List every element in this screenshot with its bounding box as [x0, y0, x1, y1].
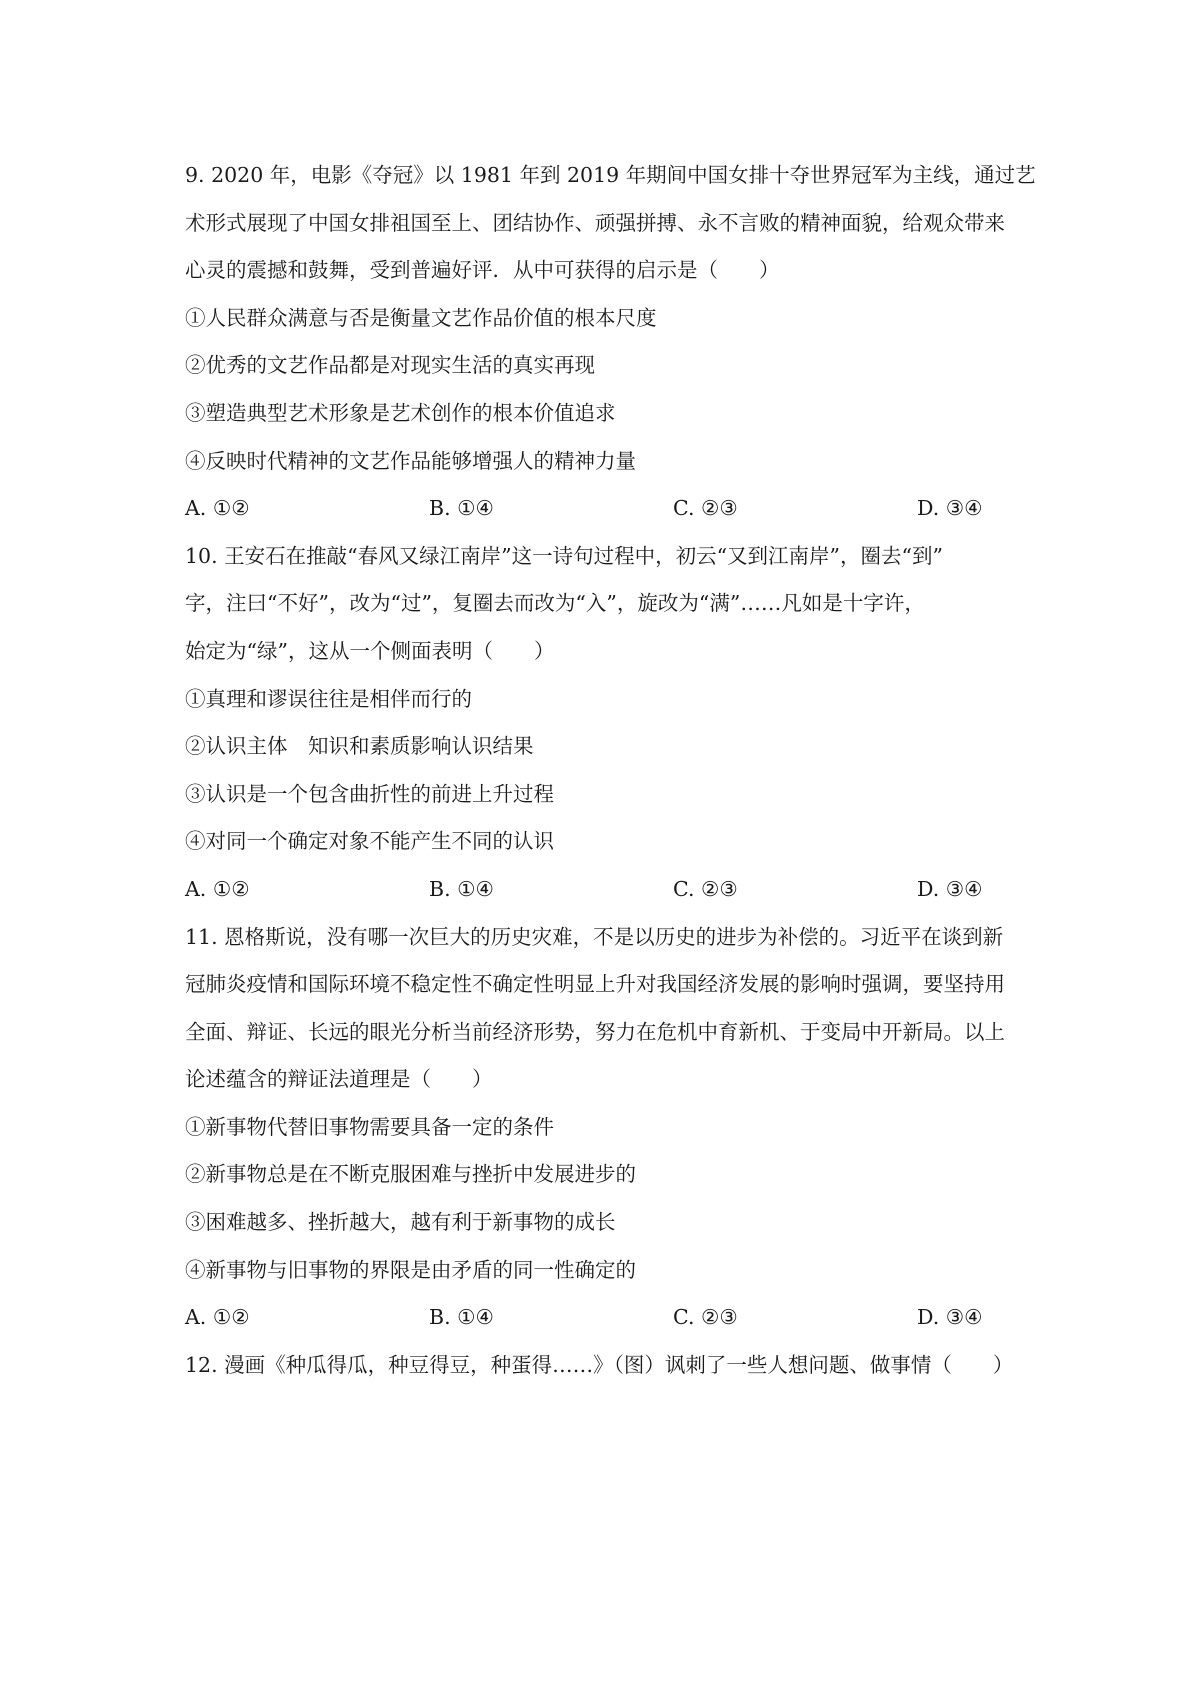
question-stem-line: 11. 恩格斯说，没有哪一次巨大的历史灾难，不是以历史的进步为补偿的。习近平在谈到新 — [185, 924, 1004, 949]
option-c: C. ②③ — [673, 1305, 738, 1330]
option-a: A. ①② — [185, 496, 250, 521]
question-stem-line: 12. 漫画《种瓜得瓜，种豆得豆，种蛋得……》（图）讽刺了一些人想问题、做事情（ ） — [185, 1352, 1014, 1377]
statement-item: ③认识是一个包含曲折性的前进上升过程 — [185, 781, 554, 806]
option-a: A. ①② — [185, 1305, 250, 1330]
option-b: B. ①④ — [429, 1305, 494, 1330]
statement-item: ②新事物总是在不断克服困难与挫折中发展进步的 — [185, 1162, 636, 1187]
question-9 — [185, 152, 1036, 533]
statement-item: ②优秀的文艺作品都是对现实生活的真实再现 — [185, 353, 595, 378]
question-stem-line: 冠肺炎疫情和国际环境不稳定性不确定性明显上升对我国经济发展的影响时强调，要坚持用 — [185, 972, 1005, 997]
question-stem-line: 术形式展现了中国女排祖国至上、团结协作、顽强拼搏、永不言败的精神面貌，给观众带来 — [185, 210, 1005, 235]
statement-item: ①新事物代替旧事物需要具备一定的条件 — [185, 1114, 554, 1139]
answer-options — [185, 1294, 1027, 1342]
statement-item: ③塑造典型艺术形象是艺术创作的根本价值追求 — [185, 400, 616, 425]
option-c: C. ②③ — [673, 876, 738, 901]
option-a: A. ①② — [185, 876, 250, 901]
statement-item: ②认识主体 知识和素质影响认识结果 — [185, 734, 534, 759]
question-10 — [185, 533, 1027, 914]
page-content — [185, 152, 1036, 1389]
question-stem-line: 10. 王安石在推敲“春风又绿江南岸”这一诗句过程中，初云“又到江南岸”，圈去“到” — [185, 543, 943, 568]
statement-item: ④新事物与旧事物的界限是由矛盾的同一性确定的 — [185, 1257, 636, 1282]
option-d: D. ③④ — [917, 1305, 983, 1330]
answer-options — [185, 485, 1027, 533]
option-d: D. ③④ — [917, 876, 983, 901]
question-stem-line: 心灵的震撼和鼓舞，受到普遍好评．从中可获得的启示是（ ） — [185, 258, 780, 283]
option-b: B. ①④ — [429, 876, 494, 901]
answer-options — [185, 866, 1027, 914]
question-stem-line: 论述蕴含的辩证法道理是（ ） — [185, 1067, 493, 1092]
question-12 — [185, 1342, 1027, 1390]
question-stem-line: 始定为“绿”，这从一个侧面表明（ ） — [185, 638, 555, 663]
option-c: C. ②③ — [673, 496, 738, 521]
statement-item: ③困难越多、挫折越大，越有利于新事物的成长 — [185, 1210, 616, 1235]
statement-item: ④反映时代精神的文艺作品能够增强人的精神力量 — [185, 448, 636, 473]
option-b: B. ①④ — [429, 496, 494, 521]
question-stem-line: 全面、辩证、长远的眼光分析当前经济形势，努力在危机中育新机、于变局中开新局。以上 — [185, 1019, 1005, 1044]
statement-item: ①真理和谬误往往是相伴而行的 — [185, 686, 472, 711]
question-stem-line: 9. 2020 年，电影《夺冠》以 1981 年到 2019 年期间中国女排十夺世界冠军为主线，通过艺 — [185, 163, 1036, 187]
option-d: D. ③④ — [917, 496, 983, 521]
question-11 — [185, 914, 1027, 1342]
statement-item: ④对同一个确定对象不能产生不同的认识 — [185, 829, 554, 854]
statement-item: ①人民群众满意与否是衡量文艺作品价值的根本尺度 — [185, 305, 657, 330]
question-stem-line: 字，注曰“不好”，改为“过”，复圈去而改为“入”，旋改为“满”……凡如是十字许， — [185, 591, 925, 616]
